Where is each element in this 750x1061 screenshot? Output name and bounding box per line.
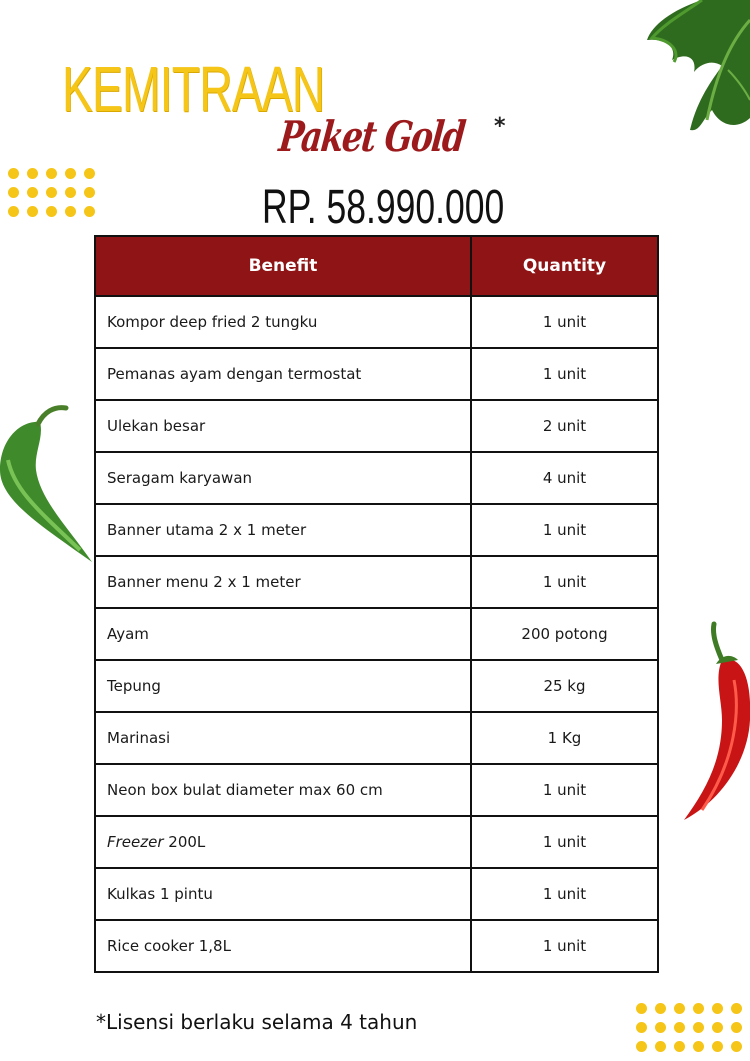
benefit-cell: Kompor deep fried 2 tungku — [95, 296, 471, 348]
quantity-cell: 2 unit — [471, 400, 658, 452]
benefit-cell: Ulekan besar — [95, 400, 471, 452]
parsley-leaf-icon — [642, 0, 750, 145]
benefit-cell: Tepung — [95, 660, 471, 712]
red-chili-icon — [682, 620, 750, 825]
quantity-cell: 1 unit — [471, 920, 658, 972]
quantity-cell: 1 unit — [471, 504, 658, 556]
quantity-cell: 200 potong — [471, 608, 658, 660]
benefit-italic-text: Freezer — [107, 833, 164, 851]
quantity-cell: 1 unit — [471, 556, 658, 608]
benefit-table — [94, 235, 659, 973]
green-chili-icon — [0, 400, 100, 565]
quantity-cell: 1 unit — [471, 296, 658, 348]
table-row — [95, 296, 658, 348]
benefit-cell: Ayam — [95, 608, 471, 660]
table-row — [95, 400, 658, 452]
column-header-benefit: Benefit — [95, 236, 471, 296]
benefit-cell: Marinasi — [95, 712, 471, 764]
quantity-cell: 1 unit — [471, 868, 658, 920]
quantity-cell: 1 unit — [471, 348, 658, 400]
benefit-cell: Banner menu 2 x 1 meter — [95, 556, 471, 608]
table-row — [95, 608, 658, 660]
benefit-cell: Rice cooker 1,8L — [95, 920, 471, 972]
table-row — [95, 712, 658, 764]
license-footnote: *Lisensi berlaku selama 4 tahun — [96, 1010, 418, 1034]
table-row — [95, 504, 658, 556]
column-header-quantity: Quantity — [471, 236, 658, 296]
benefit-cell: Kulkas 1 pintu — [95, 868, 471, 920]
benefit-cell: Seragam karyawan — [95, 452, 471, 504]
quantity-cell: 1 Kg — [471, 712, 658, 764]
benefit-cell: Pemanas ayam dengan termostat — [95, 348, 471, 400]
table-row — [95, 452, 658, 504]
benefit-cell: Banner utama 2 x 1 meter — [95, 504, 471, 556]
table-row — [95, 868, 658, 920]
table-row — [95, 920, 658, 972]
quantity-cell: 4 unit — [471, 452, 658, 504]
benefit-text: 200L — [163, 833, 206, 851]
package-name: Paket Gold — [276, 112, 467, 161]
quantity-cell: 1 unit — [471, 764, 658, 816]
table-row — [95, 660, 658, 712]
table-row — [95, 556, 658, 608]
quantity-cell: 25 kg — [471, 660, 658, 712]
package-price: RP. 58.990.000 — [262, 181, 505, 234]
table-row — [95, 816, 658, 868]
benefit-cell: Neon box bulat diameter max 60 cm — [95, 764, 471, 816]
package-asterisk: * — [494, 114, 506, 139]
table-row — [95, 764, 658, 816]
yellow-dot-grid — [636, 1003, 750, 1060]
benefit-cell — [95, 816, 471, 868]
page-title: KEMITRAAN — [62, 53, 325, 125]
table-row — [95, 348, 658, 400]
quantity-cell: 1 unit — [471, 816, 658, 868]
yellow-dot-grid — [8, 168, 103, 225]
table-header-row — [95, 236, 658, 296]
